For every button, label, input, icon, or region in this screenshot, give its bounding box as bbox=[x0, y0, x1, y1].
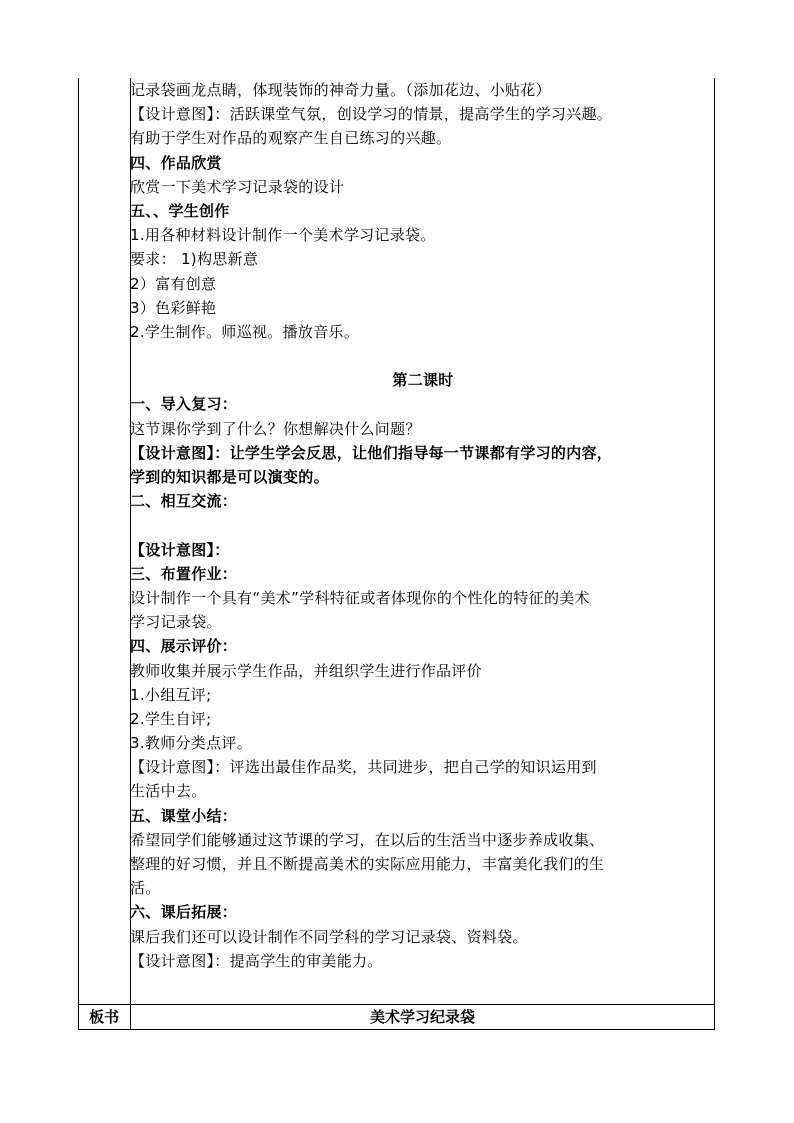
text-line: 1.用各种材料设计制作一个美术学习记录袋。 bbox=[130, 226, 436, 245]
design-intent-line: 【设计意图】：提高学生的审美能力。 bbox=[130, 951, 383, 970]
table-left-border bbox=[78, 78, 79, 1030]
text-line: 学到的知识都是可以演变的。 bbox=[130, 468, 329, 486]
blank-line bbox=[130, 344, 716, 368]
blackboard-title: 美术学习纪录袋 bbox=[369, 1008, 475, 1026]
blackboard-label: 板书 bbox=[88, 1008, 119, 1026]
design-intent-line: 【设计意图】：评选出最佳作品奖，共同进步，把自己学的知识运用到 bbox=[130, 758, 597, 777]
section-heading-creation: 五、、学生创作 bbox=[130, 201, 230, 220]
text-line: 生活中去。 bbox=[130, 782, 207, 801]
text-line: 要求： 1)构思新意 bbox=[130, 250, 259, 269]
lesson-content-cell bbox=[130, 78, 716, 1003]
blank-line bbox=[130, 513, 716, 537]
section-heading-evaluation: 四、展示评价： bbox=[130, 637, 238, 656]
section-heading-review: 一、导入复习： bbox=[130, 395, 238, 414]
text-line: 欣赏一下美术学习记录袋的设计 bbox=[130, 177, 345, 196]
text-line: 课后我们还可以设计制作不同学科的学习记录袋、资料袋。 bbox=[130, 927, 528, 946]
second-period-title: 第二课时 bbox=[392, 371, 454, 390]
section-heading-extension: 六、课后拓展： bbox=[130, 903, 238, 922]
text-line: 记录袋画龙点睛，体现装饰的神奇力量。（添加花边、小贴花） bbox=[130, 81, 551, 99]
section-heading-summary: 五、课堂小结： bbox=[130, 806, 238, 825]
design-intent-line: 【设计意图】：让学生学会反思，让他们指导每一节课都有学习的内容， bbox=[130, 443, 613, 462]
text-line: 学习记录袋。 bbox=[130, 613, 222, 632]
text-line: 3.教师分类点评。 bbox=[130, 734, 253, 753]
text-line: 2.学生制作。师巡视。播放音乐。 bbox=[130, 322, 360, 341]
section-heading-appreciation: 四、作品欣赏 bbox=[130, 153, 222, 172]
text-line: 设计制作一个具有“美术”学科特征或者体现你的个性化的特征的美术 bbox=[130, 588, 590, 607]
text-line: 活。 bbox=[130, 879, 161, 898]
text-line: 1.小组互评; bbox=[130, 685, 212, 704]
text-line: 2）富有创意 bbox=[130, 274, 217, 293]
text-line: 教师收集并展示学生作品，并组织学生进行作品评价 bbox=[130, 661, 482, 680]
design-intent-line: 【设计意图】： bbox=[130, 540, 230, 559]
text-line: 2.学生自评; bbox=[130, 709, 212, 728]
text-line: 有助于学生对作品的观察产生自已练习的兴趣。 bbox=[130, 129, 452, 148]
design-intent-line: 【设计意图】：活跃课堂气氛，创设学习的情景，提高学生的学习兴趣。 bbox=[130, 105, 613, 124]
text-line: 3）色彩鲜艳 bbox=[130, 298, 217, 317]
section-heading-homework: 三、布置作业： bbox=[130, 564, 238, 583]
text-line: 这节课你学到了什么？你想解决什么问题？ bbox=[130, 419, 421, 438]
text-line: 整理的好习惯，并且不断提高美术的实际应用能力，丰富美化我们的生 bbox=[130, 855, 605, 873]
text-line: 希望同学们能够通过这节课的学习，在以后的生活当中逐步养成收集、 bbox=[130, 830, 605, 849]
section-heading-exchange: 二、相互交流： bbox=[130, 492, 238, 511]
